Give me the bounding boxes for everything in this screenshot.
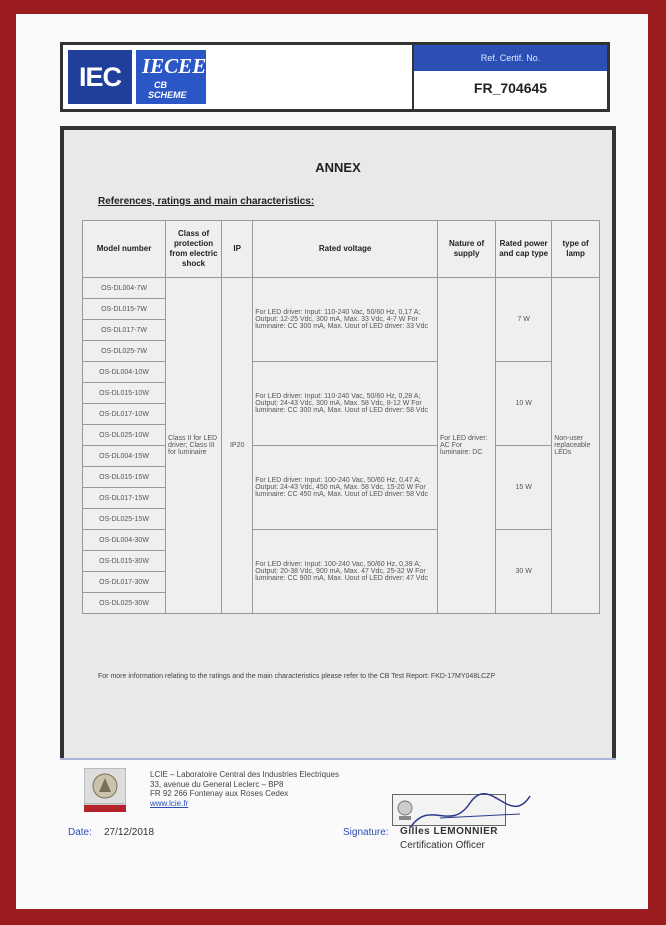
table-row [83,362,600,383]
table-row [83,278,600,299]
header-ip: IP [222,221,253,278]
voltage-cell: For LED driver: Input: 100-240 Vac, 50/60 Hz, 0,47 A; Output: 24-43 Vdc, 450 mA, Max. 58 Vdc, 15-20 W For luminaire: CC 450 mA, Max. Uout of LED driver: 58 Vdc [253,446,438,530]
signature-label: Signature: [343,827,389,838]
voltage-cell: For LED driver: Input: 100-240 Vac, 50/60 Hz, 0,39 A; Output: 20-38 Vdc, 900 mA, Max. 47 Vdc, 25-32 W For luminaire: CC 900 mA, Max. Uout of LED driver: 47 Vdc [253,530,438,614]
header-rated-voltage: Rated voltage [253,221,438,278]
signer-role: Certification Officer [400,840,485,851]
scheme-logo-text: SCHEME [148,90,187,100]
signer-name: Gilles LEMONNIER [400,826,499,837]
date-label: Date: [68,827,92,838]
protection-cell: Class II for LED driver; Class III for luminaire [166,278,222,614]
ip-cell: IP20 [222,278,253,614]
model-cell: OS-DL015-30W [83,551,166,572]
lcie-website-link[interactable]: www.lcie.fr [150,798,189,808]
model-cell: OS-DL025-10W [83,425,166,446]
model-cell: OS-DL004-15W [83,446,166,467]
lcie-address-line: 33, avenue du General Leclerc – BP8 [150,779,284,789]
power-cell: 30 W [496,530,552,614]
power-cell: 7 W [496,278,552,362]
model-cell: OS-DL017-10W [83,404,166,425]
date-value: 27/12/2018 [104,827,155,838]
iecee-logo-text: IECEE [142,54,207,78]
annex-title: ANNEX [315,160,361,175]
model-cell: OS-DL004-30W [83,530,166,551]
model-cell: OS-DL017-7W [83,320,166,341]
lcie-address-line: LCIE – Laboratoire Central des Industries Electriques [150,770,339,779]
model-cell: OS-DL015-10W [83,383,166,404]
header-rated-power: Rated power and cap type [496,221,552,278]
model-cell: OS-DL004-10W [83,362,166,383]
header-model-number: Model number [83,221,166,278]
header-nature-of-supply: Nature of supply [438,221,496,278]
lamp-cell: Non-user replaceable LEDs [552,278,600,614]
model-cell: OS-DL015-15W [83,467,166,488]
lcie-address-line: FR 92 266 Fontenay aux Roses Cedex [150,789,289,798]
ref-certificate-number: FR_704645 [473,80,548,96]
table-row [83,446,600,467]
voltage-cell: For LED driver: Input: 110-240 Vac, 50/60 Hz, 0,28 A; Output: 24-43 Vdc, 300 mA, Max. 58 Vdc, 8-12 W For luminaire: CC 300 mA, Max. Uout of LED driver: 58 Vdc [253,362,438,446]
power-cell: 10 W [496,362,552,446]
model-cell: OS-DL025-30W [83,593,166,614]
model-cell: OS-DL025-15W [83,509,166,530]
iecee-cb-scheme-logo [136,50,206,104]
power-cell: 15 W [496,446,552,530]
table-row [83,530,600,551]
ref-certificate-box [412,45,607,109]
header-type-of-lamp: type of lamp [552,221,600,278]
lcie-logo [84,768,126,812]
header-class-of-protection: Class of protection from electric shock [166,221,222,278]
model-cell: OS-DL017-15W [83,488,166,509]
footnote: For more information relating to the ratings and the main characteristics please refer to the CB Test Report: FKD-17MY048LCZP [98,673,496,680]
model-cell: OS-DL004-7W [83,278,166,299]
model-cell: OS-DL025-7W [83,341,166,362]
cb-logo-text: CB [154,80,167,90]
certificate-footer [60,758,616,896]
certificate-page [16,14,648,909]
voltage-cell: For LED driver: Input: 110-240 Vac, 50/60 Hz, 0,17 A; Output: 12-25 Vdc, 300 mA, Max. 33 Vdc, 4-7 W For luminaire: CC 300 mA, Max. Uout of LED driver: 33 Vdc [253,278,438,362]
model-cell: OS-DL017-30W [83,572,166,593]
certificate-header [60,42,610,112]
iec-logo: IEC [68,50,132,104]
ratings-table [82,220,600,614]
ref-certificate-label: Ref. Certif. No. [414,45,607,71]
lcie-address [150,770,339,808]
model-cell: OS-DL015-7W [83,299,166,320]
references-title: References, ratings and main characteristics: [98,196,315,207]
table-header-row [83,221,600,278]
supply-cell: For LED driver: AC For luminaire: DC [438,278,496,614]
